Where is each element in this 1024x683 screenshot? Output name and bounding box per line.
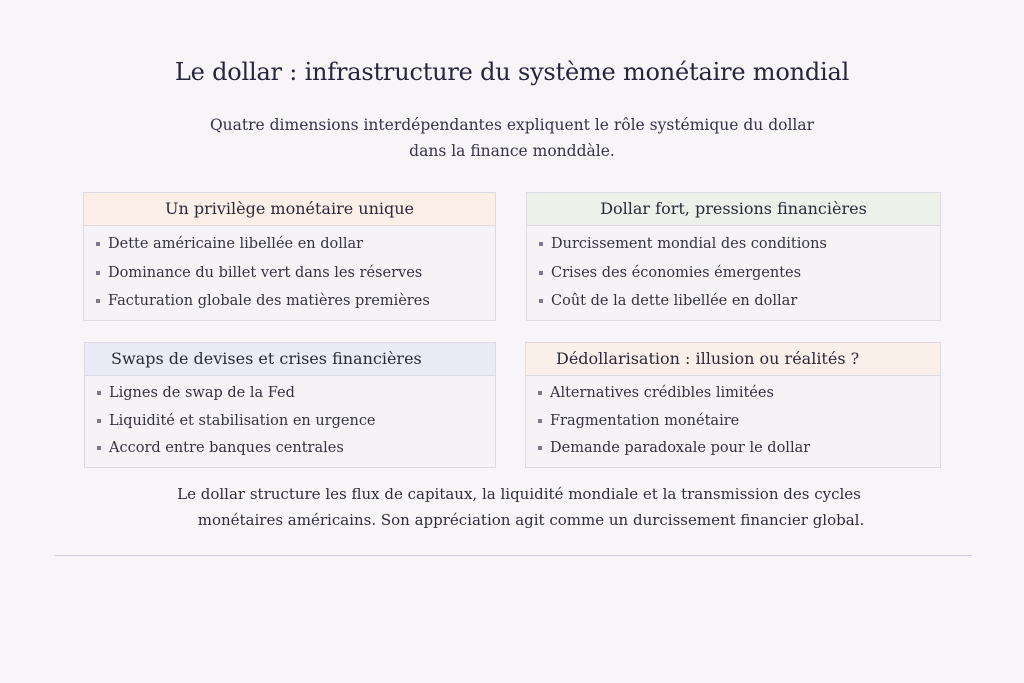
bullet-icon [96, 299, 100, 303]
list-item [96, 287, 495, 316]
list-item [539, 230, 940, 259]
conclusion-line: Le dollar structure les flux de capitaux, la liquidité mondiale et la transmission des cycles [177, 485, 861, 503]
item-text: Facturation globale des matières premières [108, 293, 430, 309]
bullet-icon [538, 419, 542, 423]
item-text: Durcissement mondial des conditions [551, 236, 827, 252]
bullet-icon [538, 391, 542, 395]
box-dollar-fort [526, 192, 941, 321]
list-item [97, 435, 495, 463]
item-text: Crises des économies émergentes [551, 264, 802, 281]
conclusion [0, 481, 1024, 533]
list-item [97, 408, 495, 436]
bullet-icon [538, 446, 542, 450]
box-title: Un privilège monétaire unique [84, 193, 495, 226]
bullet-icon [96, 242, 100, 246]
list-item [538, 435, 940, 463]
conclusion-line: monétaires américains. Son appréciation agit comme un durcissement financier global. [197, 511, 865, 529]
item-text: Fragmentation monétaire [550, 412, 740, 429]
list-item [96, 230, 495, 259]
bullet-icon [539, 242, 543, 246]
bullet-icon [97, 419, 101, 423]
item-text: Coût de la dette libellée en dollar [551, 293, 798, 309]
bullet-icon [97, 391, 101, 395]
list-item [97, 380, 495, 408]
item-text: Accord entre banques centrales [109, 440, 344, 456]
list-item [96, 259, 495, 288]
item-text: Liquidité et stabilisation en urgence [109, 412, 376, 429]
box-title: Dédollarisation : illusion ou réalités ? [526, 343, 940, 376]
box-swaps [84, 342, 496, 468]
bullet-icon [539, 271, 543, 275]
page-title: Le dollar : infrastructure du système monétaire mondial [174, 58, 850, 86]
bullet-icon [96, 271, 100, 275]
divider [55, 555, 972, 556]
box-privilege [83, 192, 496, 321]
item-text: Alternatives crédibles limitées [550, 385, 774, 401]
list-item [539, 287, 940, 316]
subtitle-line: dans la finance monddàle. [409, 142, 615, 160]
item-text: Demande paradoxale pour le dollar [550, 440, 811, 456]
item-text: Lignes de swap de la Fed [109, 385, 295, 401]
box-title: Swaps de devises et crises financières [85, 343, 495, 376]
item-text: Dominance du billet vert dans les réserves [108, 264, 423, 281]
subtitle [0, 112, 1024, 164]
subtitle-line: Quatre dimensions interdépendantes expliquent le rôle systémique du dollar [209, 116, 815, 134]
item-text: Dette américaine libellée en dollar [108, 236, 364, 252]
bullet-icon [539, 299, 543, 303]
list-item [538, 408, 940, 436]
box-dedollarisation [525, 342, 941, 468]
bullet-icon [97, 446, 101, 450]
list-item [539, 259, 940, 288]
list-item [538, 380, 940, 408]
box-title: Dollar fort, pressions financières [527, 193, 940, 226]
